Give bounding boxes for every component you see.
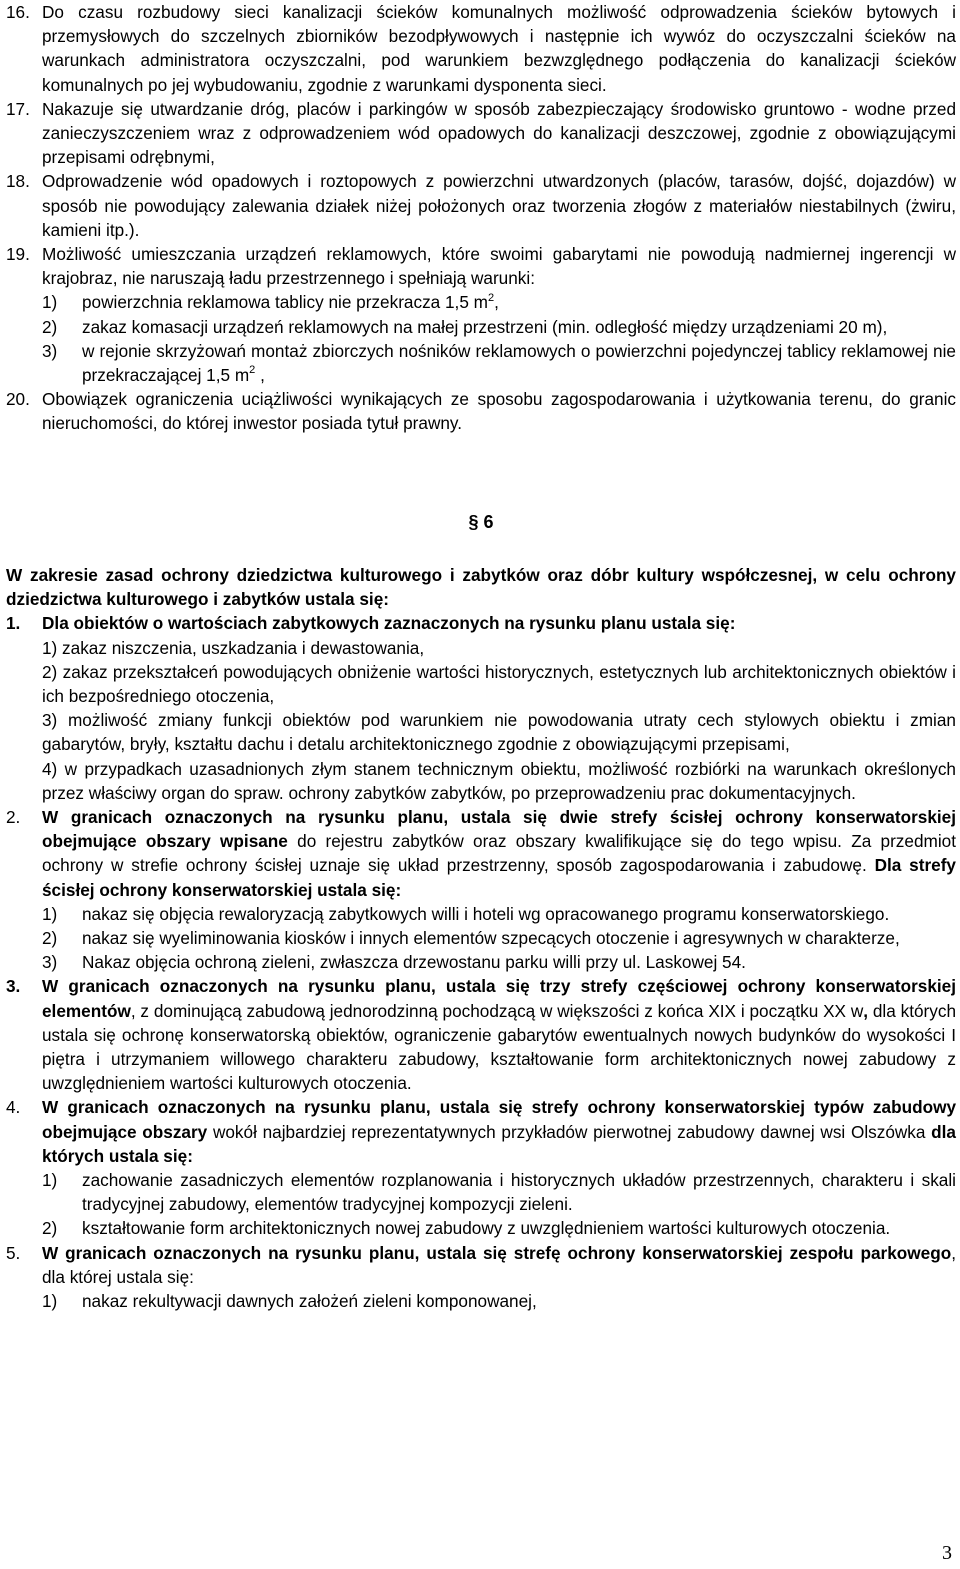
sub-item-text-main: powierzchnia reklamowa tablicy nie przekracza 1,5 m [82, 292, 488, 313]
bold-text: , [863, 1000, 869, 1021]
list-item [6, 0, 956, 97]
list-item [6, 169, 956, 242]
sub-item [42, 926, 956, 950]
section-body [6, 563, 956, 1313]
list-item: 4) w przypadkach uzasadnionych złym stanem technicznym obiektu, możliwość rozbiórki na warunkach określonych przez właściwy organ do spraw. ochrony zabytków zabytków, po przeprowadzeniu prac dokumentacyjnych. [42, 758, 956, 803]
list-item: 1) zakaz niszczenia, uszkadzania i dewastowania, [42, 637, 425, 658]
paragraph-1 [6, 611, 956, 635]
sub-item-text: kształtowanie form architektonicznych nowej zabudowy z uwzględnieniem wartości kulturowych otoczenia. [82, 1218, 891, 1239]
paragraph-text [42, 1241, 956, 1289]
sub-item-number: 3) [42, 952, 58, 973]
list-item: 3) możliwość zmiany funkcji obiektów pod warunkiem nie powodowania utraty cech stylowych obiektu i zmian gabarytów, bryły, kształtu dachu i detalu architektonicznego zgodnie z obowiązującymi przepisami, [42, 710, 956, 755]
sub-item-text-main: w rejonie skrzyżowań montaż zbiorczych nośników reklamowych o powierzchni pojedynczej tablicy reklamowej nie przekraczającej 1,5 m [82, 340, 956, 386]
sub-item-text: nakaz rekultywacji dawnych założeń zieleni komponowanej, [82, 1291, 537, 1312]
item-text: Odprowadzenie wód opadowych i roztopowych z powierzchni utwardzonych (placów, tarasów, dojść, dojazdów) w sposób nie powodujący zalewania działek niżej położonych oraz tworzenia złogów z materiałów niestabilnych (żwiru, kamieni itp.). [42, 171, 956, 240]
item-number: 20. [6, 389, 30, 410]
sub-item-number: 1) [42, 903, 58, 924]
item-number: 19. [6, 244, 30, 265]
section-heading: § 6 [468, 512, 494, 532]
bold-text: W granicach oznaczonych na rysunku planu, ustala się trzy strefy częściowej ochrony konserwatorskiej elementów [42, 976, 956, 1021]
bold-text: dla których ustala się: [42, 1121, 956, 1166]
intro-paragraph: W zakresie zasad ochrony dziedzictwa kulturowego i zabytków oraz dóbr kultury współczesnej, w celu ochrony dziedzictwa kulturowego i zabytków ustala się: [6, 565, 956, 610]
sub-item-text: nakaz się objęcia rewaloryzacją zabytkowych willi i hoteli wg opracowanego programu konserwatorskiego. [82, 903, 890, 924]
sub-item-number: 1) [42, 1291, 58, 1312]
item-number: 18. [6, 171, 30, 192]
bold-text: W granicach oznaczonych na rysunku planu, ustala się dwie strefy ścisłej ochrony konserwatorskiej obejmujące obszary wpisane [42, 807, 956, 852]
paragraph-number: 3. [6, 976, 21, 997]
bold-text: W granicach oznaczonych na rysunku planu, ustala się strefę ochrony konserwatorskiej zespołu parkowego [42, 1242, 952, 1263]
item-number: 17. [6, 98, 30, 119]
sub-item [42, 1289, 956, 1313]
paragraph-number: 4. [6, 1097, 21, 1118]
paragraph-2 [6, 805, 956, 902]
sub-item-number: 1) [42, 1170, 58, 1191]
item-text: Obowiązek ograniczenia uciążliwości wynikających ze sposobu zagospodarowania i użytkowania terenu, do granic nieruchomości, do której inwestor posiada tytuł prawny. [42, 389, 956, 434]
sub-item-text: nakaz się wyeliminowania kiosków i innych elementów szpecących otoczenie i agresywnych w charakterze, [82, 928, 900, 949]
paragraph-text [42, 1095, 956, 1168]
paragraph-number: 1. [6, 613, 21, 634]
superscript: 2 [488, 291, 495, 304]
paragraph-3 [6, 974, 956, 1095]
paragraph-4 [6, 1095, 956, 1168]
sub-item [42, 1168, 956, 1216]
bold-text: W granicach oznaczonych na rysunku planu, ustala się strefy ochrony konserwatorskiej typów zabudowy obejmujące obszary [42, 1097, 956, 1142]
list-item: 2) zakaz przekształceń powodujących obniżenie wartości historycznych, estetycznych lub architektonicznych obiektów i ich bezpośredniego otoczenia, [42, 661, 956, 707]
sub-item-text: zakaz komasacji urządzeń reklamowych na małej przestrzeni (min. odległość między urządzeniami 20 m), [82, 316, 888, 337]
superscript: 2 [249, 364, 256, 377]
paragraph-text [42, 805, 956, 902]
plain-text: do rejestru zabytków oraz obszary kwalifikujące się do tego wpisu. Za przedmiot ochrony w strefie ochrony ścisłej uznaje się układ przestrzenny, sposób zagospodarowania i zabudowę. [42, 831, 956, 876]
sub-item-number: 3) [42, 340, 58, 361]
paragraph-5 [6, 1241, 956, 1289]
sub-item-number: 2) [42, 928, 58, 949]
paragraph-text [42, 974, 956, 1095]
plain-text: dla których ustala się ochronę konserwatorską obiektów, ograniczenie gabarytów ewentualnych nowych budynków do wysokości I piętra i utrzymaniem willowego charakteru zabudowy, kształtowanie form architektonicznych nowej zabudowy z uwzględnieniem wartości kulturowych otoczenia. [42, 1000, 956, 1094]
list-top [6, 0, 956, 436]
item-number: 16. [6, 2, 30, 22]
page-number: 3 [942, 1542, 952, 1564]
plain-text: , dla której ustala się: [42, 1242, 956, 1287]
list-item [6, 242, 956, 290]
sub-item-text: zachowanie zasadniczych elementów rozplanowania i historycznych układów przestrzennych, charakteru i skali tradycyjnej zabudowy, elementów tradycyjnej kompozycji zieleni. [82, 1170, 956, 1215]
sub-item [42, 1216, 956, 1240]
item-text: Nakazuje się utwardzanie dróg, placów i parkingów w sposób zabezpieczający środowisko gruntowo - wodne przed zanieczyszczeniem wraz z odprowadzeniem wód opadowych do kanalizacji deszczowej, zgodnie z obowiązującymi przepisami odrębnymi, [42, 98, 956, 168]
sub-item-text [82, 339, 956, 387]
sub-item-text [82, 290, 956, 314]
sub-item-text-tail: , [494, 292, 499, 313]
paragraph-number: 2. [6, 807, 21, 828]
item-text: Do czasu rozbudowy sieci kanalizacji ścieków komunalnych możliwość odprowadzenia ścieków bytowych i przemysłowych do szczelnych zbiorników bezodpływowych i następnie ich wywóz do oczyszczalni ścieków na warunkach administratora oczyszczalni, pod warunkiem bezwzględnego podłączenia do kanalizacji ścieków komunalnych po jej wybudowaniu, zgodnie z warunkami dysponenta sieci. [42, 2, 956, 95]
bold-text: Dla strefy ścisłej ochrony konserwatorskiej ustala się: [42, 855, 956, 900]
plain-text: wokół najbardziej reprezentatywnych przykładów pierwotnej zabudowy dawnej wsi Olszówka [207, 1121, 932, 1142]
sub-item [42, 950, 956, 974]
sub-item [42, 902, 956, 926]
list-item [6, 97, 956, 170]
paragraph-title: Dla obiektów o wartościach zabytkowych zaznaczonych na rysunku planu ustala się: [42, 613, 736, 634]
item-text: Możliwość umieszczania urządzeń reklamowych, które swoimi gabarytami nie powodują nadmiernej ingerencji w krajobraz, nie naruszają ładu przestrzennego i spełniają warunki: [42, 244, 956, 289]
list-item [6, 387, 956, 435]
sub-item-number: 1) [42, 292, 58, 313]
sub-item-number: 2) [42, 316, 58, 337]
sub-item [42, 315, 956, 339]
sub-item [42, 339, 956, 387]
sub-item-text-tail: , [255, 365, 265, 386]
plain-text: , z dominującą zabudową jednorodzinną pochodzącą w większości z końca XIX i początku XX w [130, 1000, 864, 1021]
sub-item-text: Nakaz objęcia ochroną zieleni, zwłaszcza drzewostanu parku willi przy ul. Laskowej 54. [82, 952, 746, 973]
sub-item-number: 2) [42, 1218, 58, 1239]
paragraph-number: 5. [6, 1242, 21, 1263]
sub-item [42, 290, 956, 314]
